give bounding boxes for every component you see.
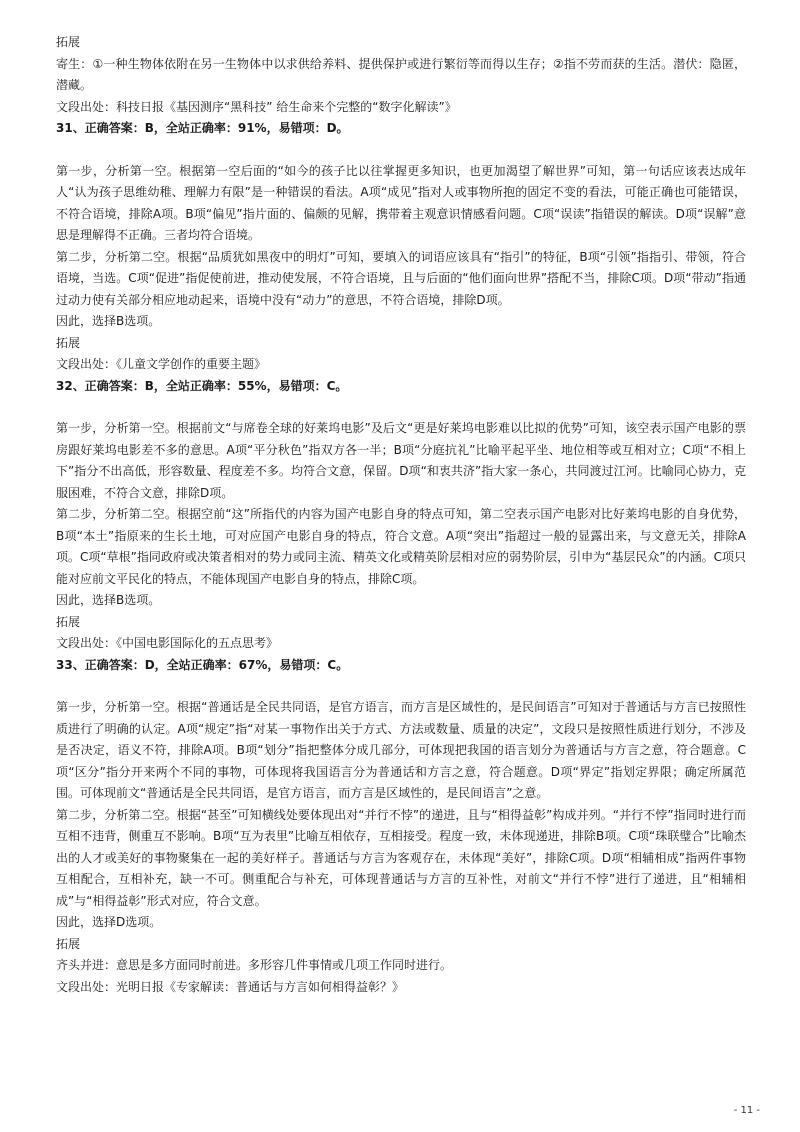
answer-line-31: 31、正确答案：B，全站正确率：91%，易错项：D。 [56, 121, 349, 135]
source-line: 文段出处：科技日报《基因测序“黑科技” 给生命来个完整的“数字化解读”》 [56, 99, 457, 114]
analysis-step-2: 第二步，分析第二空。根据空前“这”所指代的内容为国产电影自身的特点可知，第二空表示国产电影对比好莱坞电影的自身优势，B项“本土”指原来的生长土地，可对应国产电影自身的特点，符合文意。A项“突出”指超过一般的显露出来，与文意无关，排除A项。C项“草根”指同政府或决策者相对的势力或同主流、精英文化或精英阶层相对应的弱势阶层，引申为“基层民众”的内涵。C项只能对应前文平民化的特点，不能体现国产电影自身的特点，排除C项。 [56, 507, 746, 586]
extension-heading: 拓展 [56, 35, 81, 49]
extension-text: 寄生：①一种生物体依附在另一生物体中以求供给养料、提供保护或进行繁衍等而得以生存；②指不劳而获的生活。潜伏：隐匿，潜藏。 [56, 56, 746, 92]
extension-heading: 拓展 [56, 936, 81, 951]
answer-line-33: 33、正确答案：D，全站正确率：67%，易错项：C。 [56, 657, 349, 672]
analysis-step-2: 第二步，分析第二空。根据“品质犹如黑夜中的明灯”可知，要填入的词语应该具有“指引”的特征，B项“引领”指指引、带领，符合语境，当选。C项“促进”指促使前进，推动使发展，不符合语境，且与后面的“他们面向世界”搭配不当，排除C项。D项“带动”指通过动力使有关部分相应地动起来，语境中没有“动力”的意思，不符合语境，排除D项。 [56, 249, 746, 307]
analysis-step-1: 第一步，分析第一空。根据前文“与席卷全球的好莱坞电影”及后文“更是好莱坞电影难以比拟的优势”可知，该空表示国产电影的票房跟好莱坞电影差不多的意思。A项“平分秋色”指双方各一半；B项“分庭抗礼”比喻平起平坐、地位相等或互相对立；C项“不相上下”指分不出高低，形容数量、程度差不多。均符合文意，保留。D项“和衷共济”指大家一条心，共同渡过江河。比喻同心协力，克服困难，不符合文意，排除D项。 [56, 421, 746, 500]
conclusion: 因此，选择D选项。 [56, 915, 162, 929]
extension-text: 齐头并进：意思是多方面同时前进。多形容几件事情或几项工作同时进行。 [56, 958, 453, 972]
conclusion: 因此，选择B选项。 [56, 314, 161, 328]
analysis-step-2: 第二步，分析第二空。根据“甚至”可知横线处要体现出对“并行不悖”的递进，且与“相得益彰”构成并列。“并行不悖”指同时进行而互相不违背，侧重互不影响。B项“互为表里”比喻互相依存，互相接受。程度一致，未体现递进，排除B项。C项“珠联璧合”比喻杰出的人才或美好的事物聚集在一起的美好样子。普通话与方言为客观存在，未体现“美好”，排除C项。D项“相辅相成”指两件事物互相配合，互相补充，缺一不可。侧重配合与补充，可体现普通话与方言的互补性，对前文“并行不悖”进行了递进，且“相辅相成”与“相得益彰”形式对应，符合文意。 [56, 807, 746, 908]
conclusion: 因此，选择B选项。 [56, 593, 161, 607]
source-line: 文段出处：《儿童文学创作的重要主题》 [56, 357, 267, 371]
answer-line-32: 32、正确答案：B，全站正确率：55%，易错项：C。 [56, 378, 348, 393]
source-line: 文段出处：光明日报《专家解读：普通话与方言如何相得益彰？》 [56, 979, 405, 994]
document-page [56, 32, 746, 998]
analysis-step-1: 第一步，分析第一空。根据第一空后面的“如今的孩子比以往掌握更多知识，也更加渴望了解世界”可知，第一句话应该表达成年人“认为孩子思维幼稚、理解力有限”是一种错误的看法。A项“成见”指对人或事物所抱的固定不变的看法，可能正确也可能错误，不符合语境，排除A项。B项“偏见”指片面的、偏颇的见解，携带着主观意识情感看问题。C项“误读”指错误的解读。D项“误解”意思是理解得不正确。三者均符合语境。 [56, 163, 746, 242]
analysis-step-1: 第一步，分析第一空。根据“普通话是全民共同语，是官方语言，而方言是区域性的，是民间语言”可知对于普通话与方言已按照性质进行了明确的认定。A项“规定”指“对某一事物作出关于方式、方法或数量、质量的决定”，文段只是按照性质进行划分，不涉及是否决定，语义不符，排除A项。B项“划分”指把整体分成几部分，可体现把我国的语言划分为普通话与方言之意，符合题意。C项“区分”指分开来两个不同的事物，可体现将我国语言分为普通话和方言之意，符合题意。D项“界定”指划定界限；确定所属范围。可体现前文“普通话是全民共同语，是官方语言，而方言是区域性的，是民间语言”之意。 [56, 700, 746, 800]
extension-heading: 拓展 [56, 335, 81, 350]
extension-heading: 拓展 [56, 614, 81, 629]
source-line: 文段出处：《中国电影国际化的五点思考》 [56, 636, 279, 650]
page-number: - 11 - [733, 1105, 760, 1116]
